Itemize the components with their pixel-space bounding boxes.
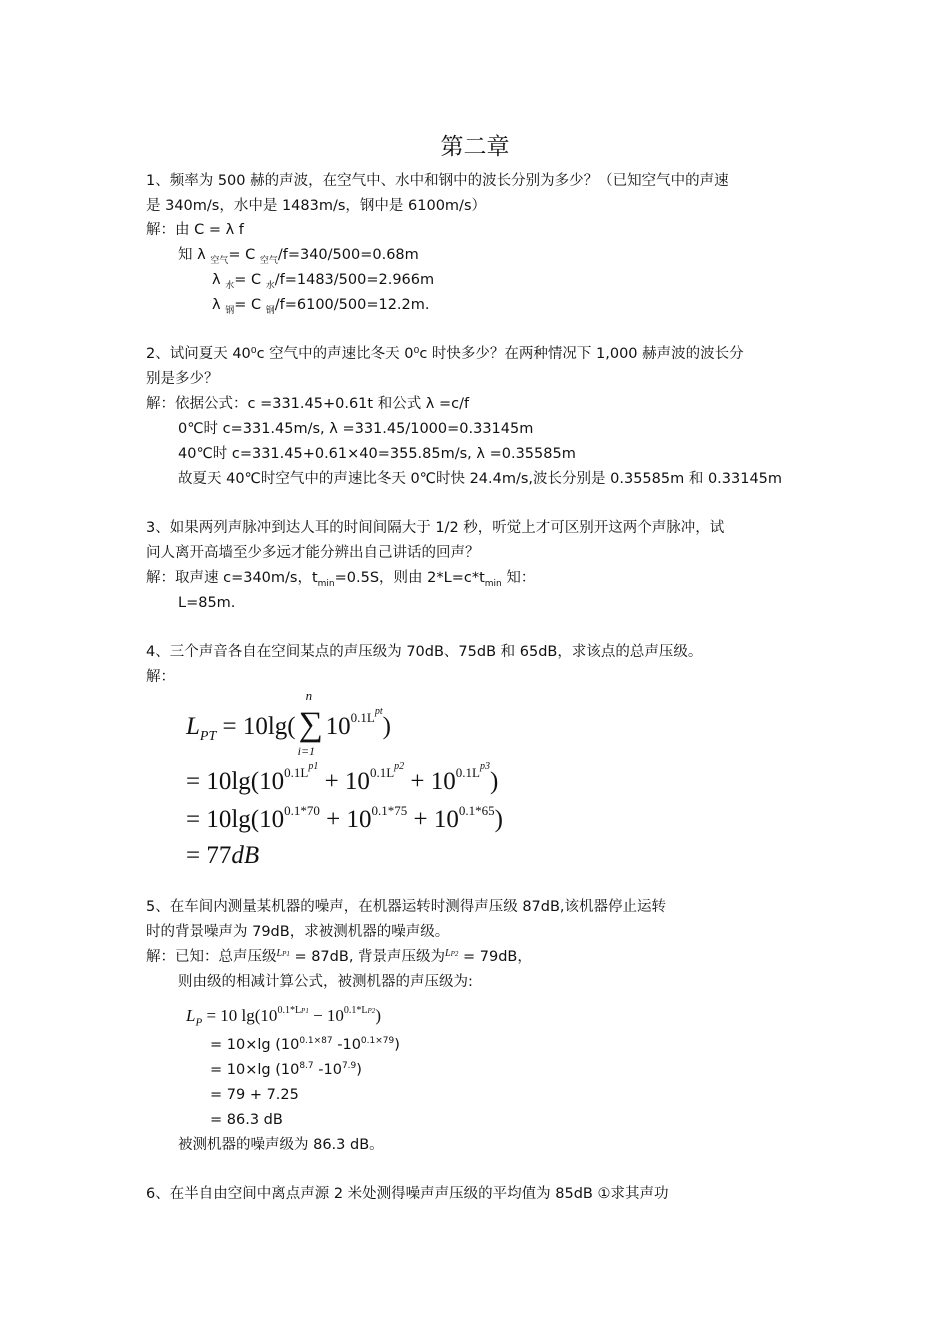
q6-line1: 6、在半自由空间中离点声源 2 米处测得噪声声压级的平均值为 85dB ①求其声功	[146, 1186, 669, 1202]
q2-line2: 别是多少？	[146, 371, 219, 387]
q5-solution-1: 解：已知：总声压级$^{LP1}$ = 87dB, 背景声压级为$^{LP2}$ = 79dB，	[146, 948, 532, 965]
q4-formula-line3: = $10\lg(10^{0.1*70} + 10^{0.1*75} + 10^{0.1*65})$	[186, 803, 503, 833]
q5-solution-2: 则由级的相减计算公式，被测机器的声压级为:	[178, 974, 473, 990]
q3-line2: 问人离开高墙至少多远才能分辨出自己讲话的回声？	[146, 545, 480, 561]
q4-solution-label: 解：	[146, 669, 175, 685]
q5-formula-line3: = 10×lg ($10^{8.7}$ $-10^{7.9}$)	[210, 1061, 362, 1078]
chapter-title: 第二章	[440, 134, 510, 160]
summation-symbol: ∑ n i=1	[297, 688, 323, 758]
q2-solution-4: 故夏天 40℃时空气中的声速比冬天 0℃时快 24.4m/s,波长分别是 0.35585m 和 0.33145m	[178, 471, 783, 487]
q3-solution-1: 解：取声速 c=340m/s，$t_{min}=0.5S$，则由 $2*L=c*t_{min}$ 知：	[146, 570, 536, 589]
q5-formula-line4: = 79 + 7.25	[210, 1087, 299, 1103]
q3-solution-2: L=85m.	[178, 595, 236, 611]
q1-solution-1: 解：由 C = λ f	[146, 222, 244, 238]
q1-line2: 是 340m/s，水中是 1483m/s，钢中是 6100m/s）	[146, 198, 486, 214]
q5-formula-line5: = 86.3 dB	[210, 1112, 283, 1128]
q1-solution-4: λ $_钢$= C $_钢$/f=6100/500=12.2m.	[212, 297, 430, 316]
q1-line1: 1、频率为 500 赫的声波，在空气中、水中和钢中的波长分别为多少？（已知空气中的声速	[146, 173, 729, 189]
q3-line1: 3、如果两列声脉冲到达人耳的时间间隔大于 1/2 秒，听觉上才可区别开这两个声脉冲，试	[146, 520, 725, 536]
q4-formula-line4: = 77dB	[186, 842, 260, 869]
q5-formula-line2: = 10×lg ($10^{0.1\times 87}$ $-10^{0.1\times 79}$)	[210, 1036, 400, 1053]
q5-line1: 5、在车间内测量某机器的噪声，在机器运转时测得声压级 87dB,该机器停止运转	[146, 899, 667, 915]
q5-formula-line1: $L_P = 10$ $\lg(10^{0.1*LP1} - 10^{0.1*LP2})$	[186, 1005, 381, 1029]
q1-solution-2: 知 λ $_{空气}$= C $_{空气}$/f=340/500=0.68m	[178, 247, 419, 266]
q1-solution-3: λ $_水$= C $_水$/f=1483/500=2.966m	[212, 272, 435, 291]
q4-line1: 4、三个声音各自在空间某点的声压级为 70dB、75dB 和 65dB，求该点的总声压级。	[146, 644, 703, 660]
q4-formula-line2: = $10\lg(10^{0.1L^{p1}} + 10^{0.1L^{p2}} + 10^{0.1L^{p3}})$	[186, 761, 499, 795]
q5-line2: 时的背景噪声为 79dB，求被测机器的噪声级。	[146, 924, 450, 940]
q2-solution-1: 解：依据公式：c =331.45+0.61t 和公式 λ =c/f	[146, 396, 470, 412]
q5-conclusion: 被测机器的噪声级为 86.3 dB。	[178, 1137, 384, 1153]
q2-solution-3: 40℃时 c=331.45+0.61×40=355.85m/s, λ =0.35585m	[178, 446, 576, 462]
q2-line1: 2、试问夏天 40⁰c 空气中的声速比冬天 0⁰c 时快多少？在两种情况下 1,000 赫声波的波长分	[146, 346, 744, 362]
q4-formula-line1: $L_{PT} = 10\lg$( ∑ n i=1 $10^{0.1L^{pt}}$)	[186, 688, 391, 758]
q2-solution-2: 0℃时 c=331.45m/s, λ =331.45/1000=0.33145m	[178, 421, 534, 437]
